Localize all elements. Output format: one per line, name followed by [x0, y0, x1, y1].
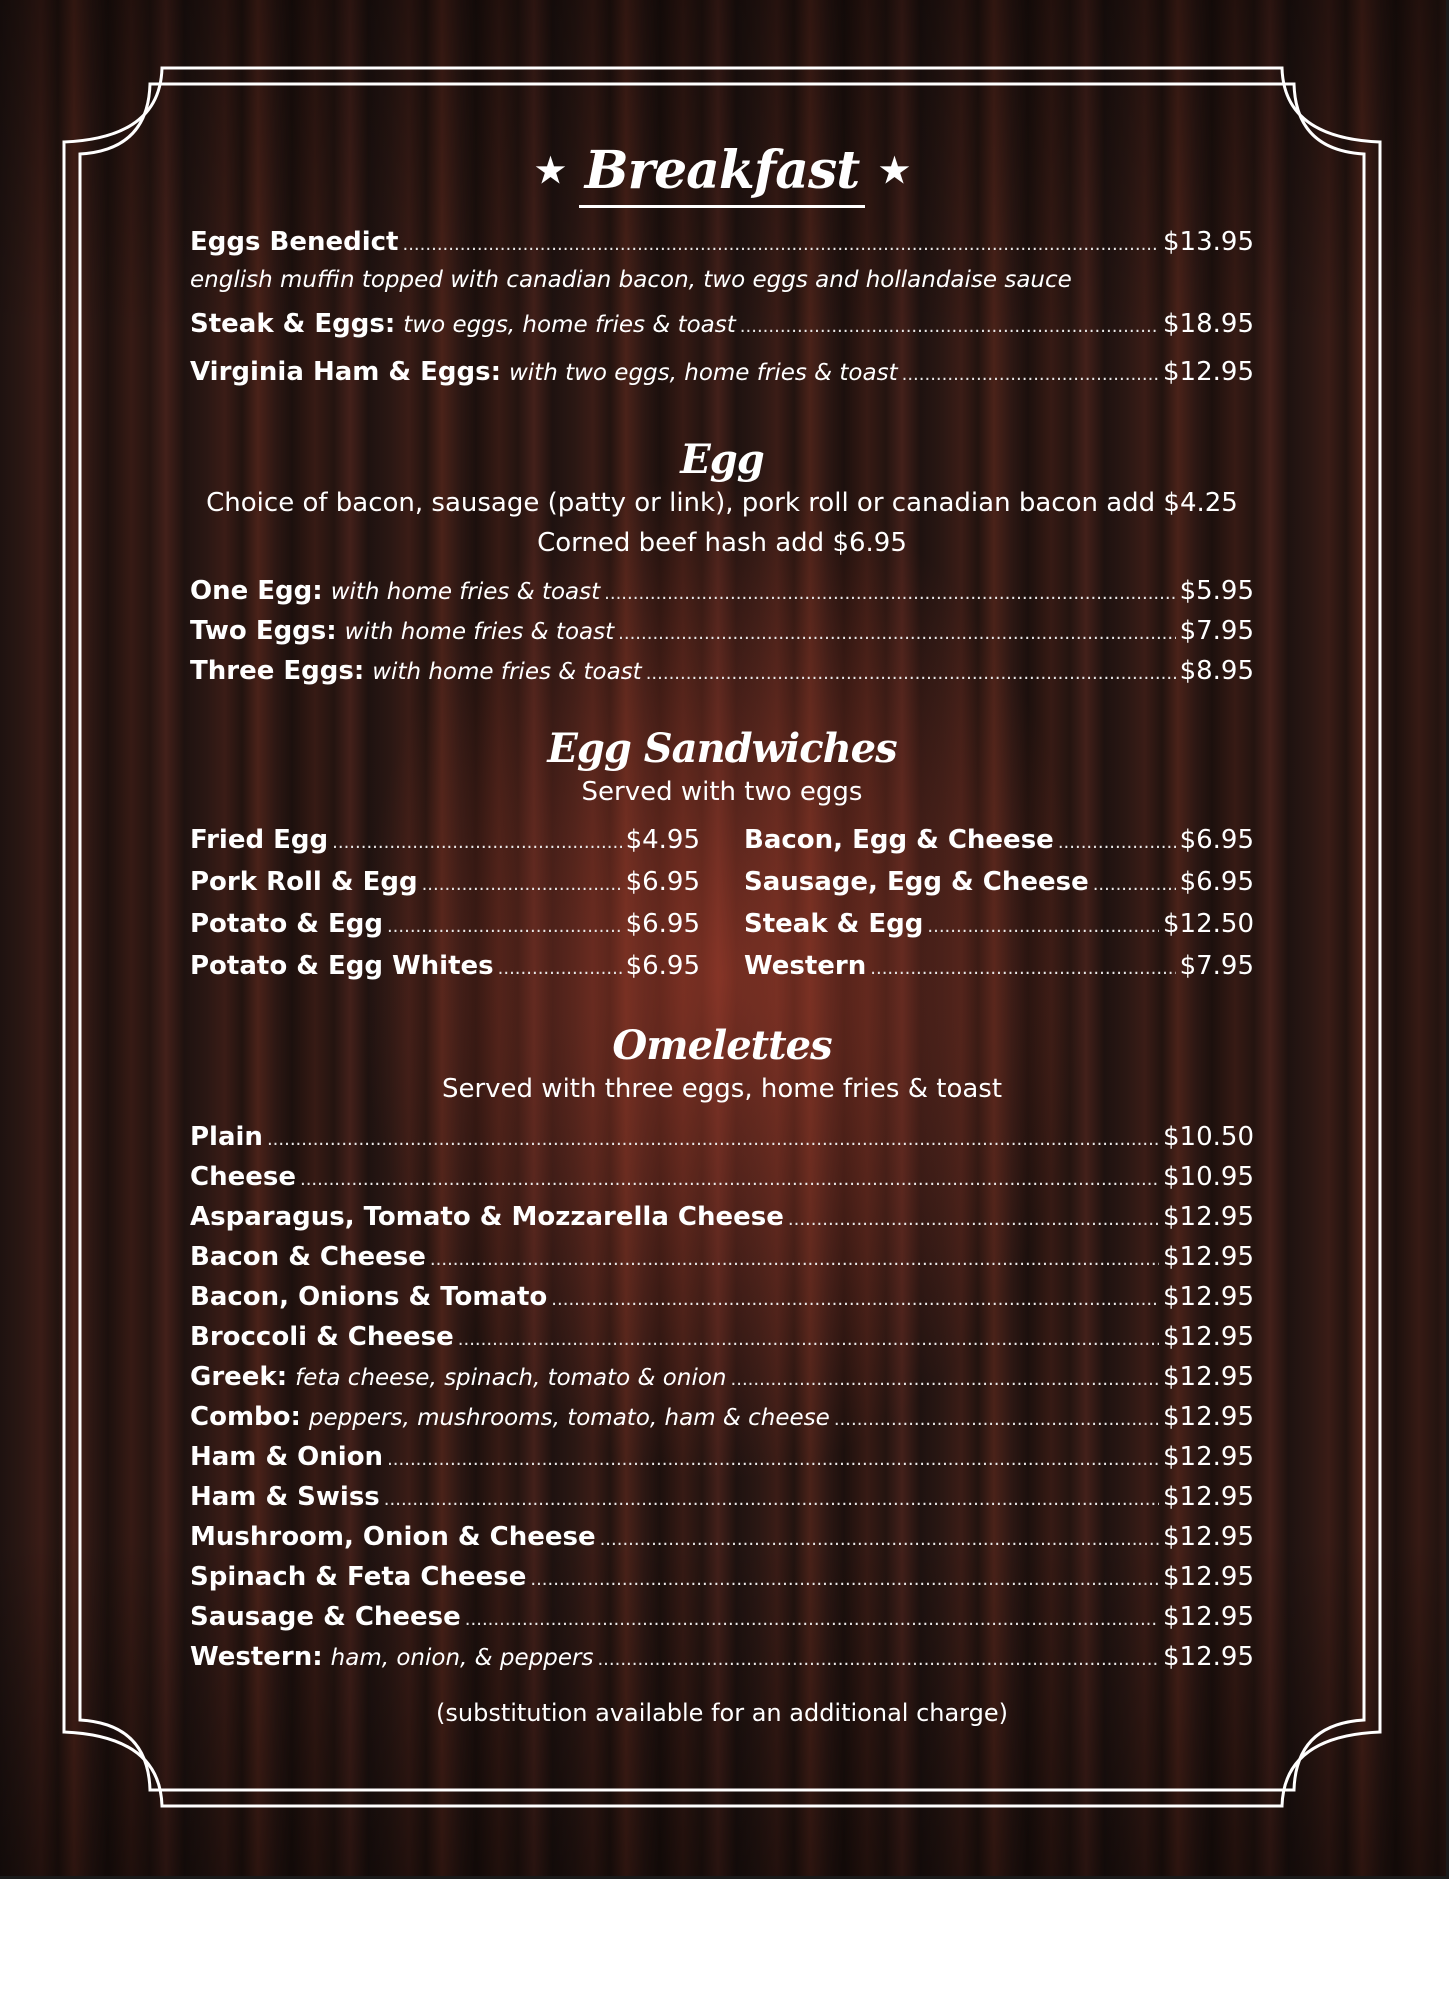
item-price: $10.50: [1163, 1122, 1254, 1152]
item-name: Pork Roll & Egg: [190, 867, 418, 897]
leader-dots: [600, 1520, 1159, 1560]
item-name: Cheese: [190, 1162, 296, 1192]
menu-item: [744, 820, 1254, 862]
section-title-egg: Egg: [680, 436, 764, 483]
leader-dots: [551, 1280, 1159, 1320]
item-name: Bacon, Onions & Tomato: [190, 1282, 548, 1312]
menu-item: [190, 1117, 1254, 1157]
item-name: Spinach & Feta Cheese: [190, 1562, 527, 1592]
item-price: $12.95: [1163, 1522, 1254, 1552]
menu-item: [190, 1437, 1254, 1477]
menu-item: [190, 1197, 1254, 1237]
menu-item: [744, 904, 1254, 946]
leader-dots: [267, 1120, 1159, 1160]
menu-item: [190, 1477, 1254, 1517]
menu-item: [190, 904, 700, 946]
item-description: english muffin topped with canadian bacon, two eggs and hollandaise sauce: [190, 267, 1072, 293]
item-description: ham, onion, & peppers: [330, 1645, 594, 1671]
item-name: Three Eggs:: [190, 656, 365, 686]
leader-dots: [788, 1200, 1159, 1240]
leader-dots: [384, 1480, 1159, 1520]
item-name: Plain: [190, 1122, 263, 1152]
leader-dots: [870, 949, 1175, 989]
leader-dots: [740, 307, 1159, 347]
leader-dots: [731, 1360, 1160, 1400]
item-name: Sausage, Egg & Cheese: [744, 867, 1089, 897]
leader-dots: [597, 1640, 1159, 1680]
item-price: $12.95: [1163, 1282, 1254, 1312]
item-price: $12.95: [1163, 1362, 1254, 1392]
leader-dots: [927, 907, 1159, 947]
item-price: $12.95: [1163, 1482, 1254, 1512]
egg-sandwiches-list: [190, 820, 1254, 988]
right-column: [744, 820, 1254, 988]
item-price: $6.95: [1179, 867, 1254, 897]
item-price: $12.95: [1163, 1442, 1254, 1472]
section-note: Corned beef hash add $6.95: [537, 528, 907, 558]
menu-content: [190, 140, 1254, 1727]
item-name: Ham & Onion: [190, 1442, 384, 1472]
menu-item: [190, 1157, 1254, 1197]
item-price: $18.95: [1163, 309, 1254, 339]
menu-item: [190, 611, 1254, 651]
menu-item: [190, 946, 700, 988]
leader-dots: [618, 614, 1175, 654]
menu-item: [190, 1557, 1254, 1597]
menu-item: [190, 1517, 1254, 1557]
item-name: Mushroom, Onion & Cheese: [190, 1522, 596, 1552]
leader-dots: [387, 1440, 1159, 1480]
item-name: Broccoli & Cheese: [190, 1322, 454, 1352]
star-icon: ★: [535, 151, 565, 191]
item-name: One Egg:: [190, 576, 323, 606]
menu-item: [190, 304, 1254, 344]
leader-dots: [1058, 823, 1176, 863]
leader-dots: [834, 1400, 1159, 1440]
item-price: $7.95: [1179, 616, 1254, 646]
item-description: peppers, mushrooms, tomato, ham & cheese: [308, 1405, 830, 1431]
item-price: $5.95: [1179, 576, 1254, 606]
menu-item: [190, 571, 1254, 611]
breakfast-list: [190, 222, 1254, 392]
menu-item: [190, 222, 1254, 262]
leader-dots: [387, 907, 622, 947]
item-price: $6.95: [625, 909, 700, 939]
item-price: $6.95: [1179, 825, 1254, 855]
leader-dots: [498, 949, 622, 989]
left-column: [190, 820, 700, 988]
item-name: Two Eggs:: [190, 616, 337, 646]
section-title-breakfast: [190, 140, 1254, 208]
menu-item: [190, 1357, 1254, 1397]
item-price: $12.95: [1163, 1642, 1254, 1672]
leader-dots: [465, 1600, 1159, 1640]
item-name: Steak & Eggs:: [190, 309, 396, 339]
leader-dots: [902, 355, 1159, 395]
leader-dots: [402, 225, 1159, 265]
section-note: Choice of bacon, sausage (patty or link), pork roll or canadian bacon add $4.25: [206, 488, 1238, 518]
menu-item: [190, 352, 1254, 392]
menu-item: [744, 946, 1254, 988]
menu-item: [190, 820, 700, 862]
menu-item: [190, 1397, 1254, 1437]
item-name: Bacon, Egg & Cheese: [744, 825, 1054, 855]
item-price: $12.95: [1163, 1562, 1254, 1592]
item-name: Ham & Swiss: [190, 1482, 380, 1512]
item-name: Asparagus, Tomato & Mozzarella Cheese: [190, 1202, 784, 1232]
substitution-note: (substitution available for an additional charge): [436, 1699, 1008, 1727]
leader-dots: [430, 1240, 1159, 1280]
item-description: with two eggs, home fries & toast: [508, 360, 898, 386]
leader-dots: [422, 865, 622, 905]
item-description: feta cheese, spinach, tomato & onion: [295, 1365, 727, 1391]
leader-dots: [604, 574, 1175, 614]
leader-dots: [458, 1320, 1159, 1360]
item-description: two eggs, home fries & toast: [403, 312, 736, 338]
leader-dots: [646, 654, 1176, 694]
section-title-omelettes: Omelettes: [612, 1022, 832, 1069]
section-note: Served with three eggs, home fries & toast: [441, 1074, 1003, 1104]
item-price: $6.95: [625, 951, 700, 981]
item-name: Sausage & Cheese: [190, 1602, 461, 1632]
item-price: $10.95: [1163, 1162, 1254, 1192]
item-price: $12.95: [1163, 1602, 1254, 1632]
item-price: $12.50: [1163, 909, 1254, 939]
omelettes-list: [190, 1117, 1254, 1677]
item-name: Steak & Egg: [744, 909, 924, 939]
item-price: $12.95: [1163, 1202, 1254, 1232]
section-note: Served with two eggs: [581, 777, 863, 807]
item-price: $7.95: [1179, 951, 1254, 981]
menu-item: [744, 862, 1254, 904]
menu-item: [190, 651, 1254, 691]
item-price: $12.95: [1163, 1322, 1254, 1352]
leader-dots: [530, 1560, 1159, 1600]
leader-dots: [300, 1160, 1159, 1200]
item-description: with home fries & toast: [330, 579, 601, 605]
menu-item: [190, 1317, 1254, 1357]
item-price: $4.95: [625, 825, 700, 855]
item-name: Fried Egg: [190, 825, 329, 855]
item-name: Combo:: [190, 1402, 301, 1432]
breakfast-title: Breakfast: [579, 140, 866, 208]
egg-list: [190, 571, 1254, 691]
item-price: $8.95: [1179, 656, 1254, 686]
item-name: Virginia Ham & Eggs:: [190, 357, 501, 387]
star-icon: ★: [879, 151, 909, 191]
item-name: Western: [744, 951, 867, 981]
item-price: $12.95: [1163, 1242, 1254, 1272]
item-name: Potato & Egg Whites: [190, 951, 494, 981]
item-name: Western:: [190, 1642, 323, 1672]
menu-item: [190, 862, 700, 904]
item-name: Eggs Benedict: [190, 227, 399, 257]
item-price: $13.95: [1163, 227, 1254, 257]
item-description: with home fries & toast: [372, 659, 642, 685]
item-name: Greek:: [190, 1362, 288, 1392]
menu-item: [190, 1277, 1254, 1317]
leader-dots: [1093, 865, 1176, 905]
menu-item: [190, 1237, 1254, 1277]
item-price: $12.95: [1163, 357, 1254, 387]
section-title-egg-sandwiches: Egg Sandwiches: [547, 725, 897, 772]
item-price: $12.95: [1163, 1402, 1254, 1432]
item-name: Potato & Egg: [190, 909, 383, 939]
item-description: with home fries & toast: [344, 619, 615, 645]
item-price: $6.95: [625, 867, 700, 897]
menu-item: [190, 1597, 1254, 1637]
leader-dots: [332, 823, 621, 863]
item-name: Bacon & Cheese: [190, 1242, 426, 1272]
menu-item: [190, 1637, 1254, 1677]
